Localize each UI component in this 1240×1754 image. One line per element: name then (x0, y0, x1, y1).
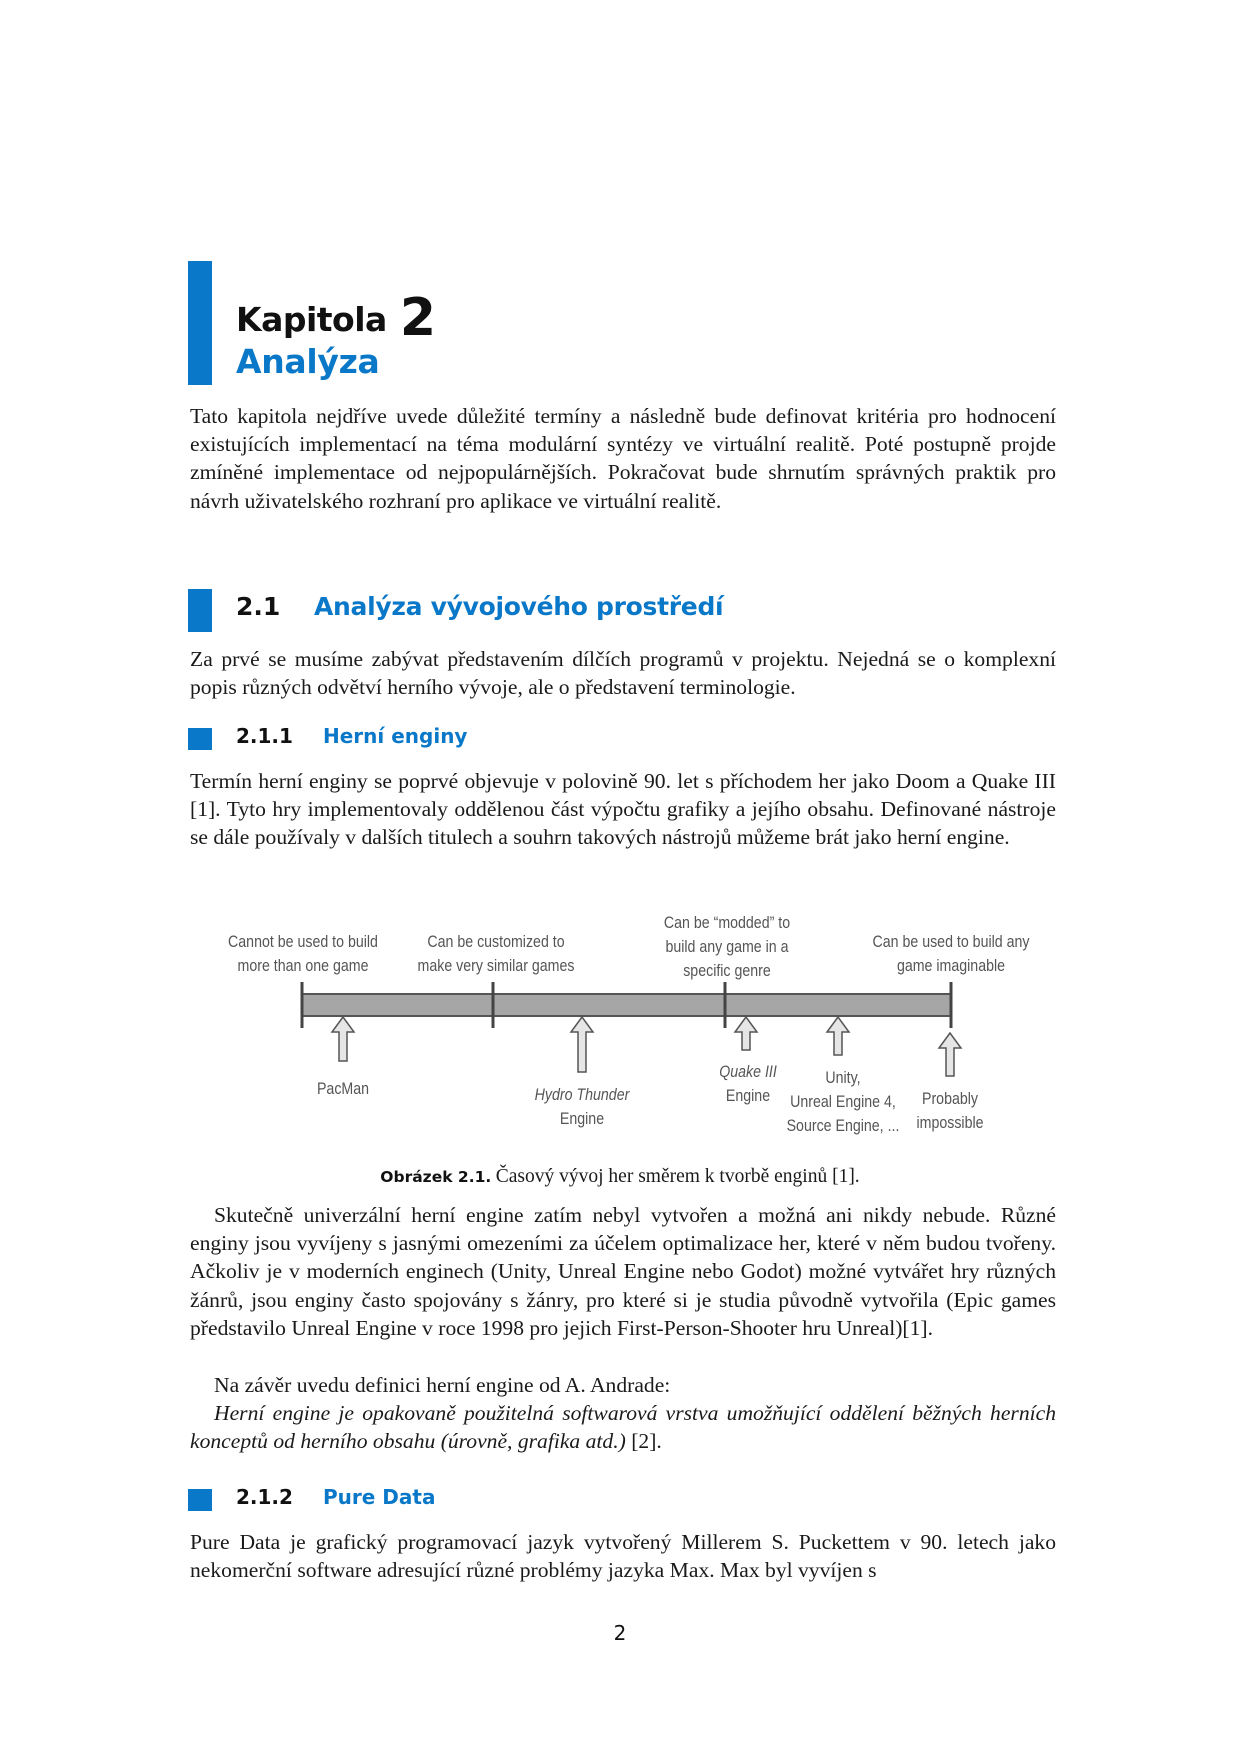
example-label-pacman: PacMan (316, 1080, 370, 1098)
subsection-title: Herní enginy (323, 724, 468, 748)
quote-citation: [2]. (625, 1429, 662, 1454)
example-label-hydro-thunder: Hydro Thunder Engine (534, 1086, 630, 1128)
example-label-modern-engines: Unity, Unreal Engine 4, Source Engine, ... (786, 1069, 900, 1135)
definition-quote (190, 1399, 1056, 1455)
subsection-number: 2.1.1 (236, 724, 293, 748)
up-arrow-icon (939, 1033, 961, 1076)
up-arrow-icon (735, 1017, 757, 1050)
section-accent-bar (188, 589, 212, 632)
figure-caption (0, 1166, 1240, 1188)
scale-label-modded-genre: Can be “modded” to build any game in a specific genre (663, 914, 791, 980)
section-title: Analýza vývojového prostředí (314, 592, 724, 621)
chapter-title: Analýza (236, 342, 380, 381)
subsection-title: Pure Data (323, 1485, 436, 1509)
section-paragraph: Za prvé se musíme zabývat představením dílčích programů v projektu. Nejedná se o komplexní popis různých odvětví herního vývoje, ale o představení terminologie. (190, 647, 1056, 700)
caption-label: Obrázek 2.1. (380, 1168, 492, 1186)
section-number: 2.1 (236, 592, 281, 621)
up-arrow-icon (332, 1017, 354, 1061)
up-arrow-icon (571, 1017, 593, 1072)
intro-paragraph: Tato kapitola nejdříve uvede důležité termíny a následně bude definovat kritéria pro hodnocení existujících implementací na téma modulární syntézy ve virtuální realitě. Poté postupně projde zmíněné implementace od nejpopulárnějších. Pokračovat bude shrnutím správných praktik pro návrh uživatelského rozhraní pro aplikace ve virtuální realitě. (190, 404, 1056, 513)
scale-label-single-game: Cannot be used to build more than one game (228, 933, 378, 975)
paragraph-game-engines-intro: Termín herní enginy se poprvé objevuje v polovině 90. let s příchodem her jako Doom a Quake III [1]. Tyto hry implementovaly oddělenou část výpočtu grafiky a jejího obsahu. Definované nástroje se dále používaly v dalších titulech a souhrn takových nástrojů můžeme brát jako herní engine. (190, 769, 1056, 850)
paragraph-pure-data: Pure Data je grafický programovací jazyk vytvořený Millerem S. Puckettem v 90. letech jako nekomerční software adresující různé problémy jazyka Max. Max byl vyvíjen s (190, 1530, 1056, 1583)
timeline-bar (302, 994, 951, 1016)
chapter-label-text: Kapitola (236, 300, 387, 339)
scale-label-any-game: Can be used to build any game imaginable (872, 933, 1030, 975)
page-number: 2 (613, 1621, 627, 1645)
chapter-label (236, 284, 436, 348)
quote-text: Herní engine je opakovaně použitelná softwarová vrstva umožňující oddělení běžných herních konceptů od herního obsahu (úrovně, grafika atd.) (190, 1401, 1056, 1454)
example-label-quake: Quake III Engine (719, 1063, 777, 1105)
subsection-accent-bar (188, 1489, 212, 1511)
caption-text: Časový vývoj her směrem k tvorbě enginů [1]. (495, 1166, 860, 1187)
chapter-number: 2 (399, 288, 436, 348)
chapter-accent-bar (188, 261, 212, 385)
paragraph-definition-intro: Na závěr uvedu definici herní engine od A. Andrade: (214, 1373, 671, 1397)
subsection-accent-bar (188, 728, 212, 750)
example-label-impossible: Probably impossible (916, 1090, 984, 1132)
subsection-number: 2.1.2 (236, 1485, 293, 1509)
scale-label-similar-games: Can be customized to make very similar games (417, 933, 575, 975)
up-arrow-icon (827, 1017, 849, 1055)
paragraph-universal-engine: Skutečně univerzální herní engine zatím nebyl vytvořen a možná ani nikdy nebude. Různé enginy jsou vyvíjeny s jasnými omezeními za účelem optimalizace her, které v něm budou tvořeny. Ačkoliv je v moderních enginech (Unity, Unreal Engine nebo Godot) možné vytvářet hry různých žánrů, jsou enginy často spojovány s žánry, pro které si je studia původně vytvořila (Epic games představilo Unreal Engine v roce 1998 pro jejich First-Person-Shooter hru Unreal)[1]. (190, 1203, 1056, 1340)
